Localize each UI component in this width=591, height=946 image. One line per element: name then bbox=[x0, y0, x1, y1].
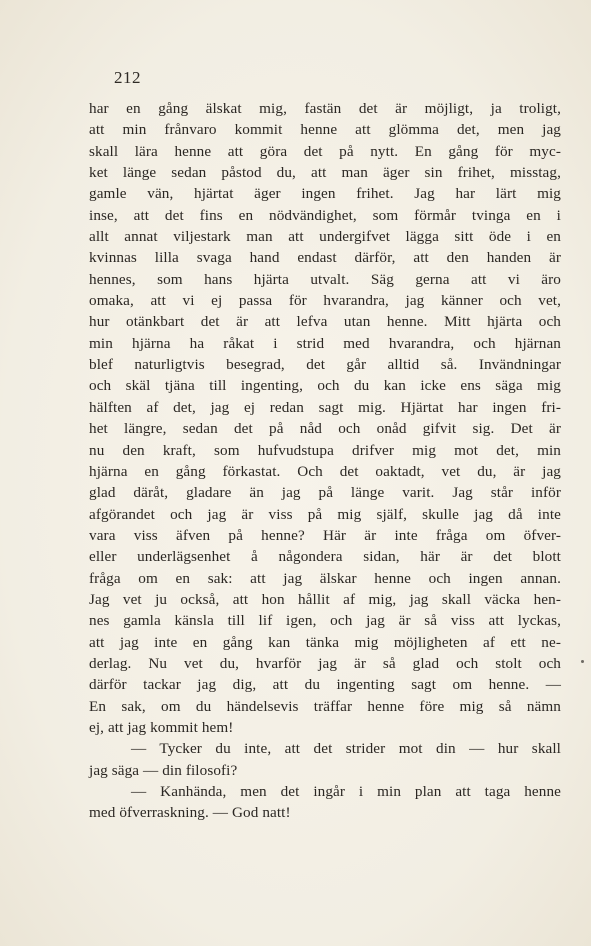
text-line: gamle vän, hjärtat äger ingen frihet. Jag har lärt mig bbox=[89, 185, 561, 203]
text-line: hennes, som hans hjärta utvalt. Säg gerna att vi äro bbox=[89, 270, 561, 288]
text-line: att jag inte en gång kan tänka mig möjligheten af ett ne- bbox=[89, 633, 561, 651]
text-line: — Kanhända, men det ingår i min plan att taga henne bbox=[131, 783, 561, 800]
text-line: skall lära henne att göra det på nytt. En gång för myc- bbox=[89, 142, 561, 160]
text-line: Jag vet ju också, att hon hållit af mig, jag skall väcka hen- bbox=[89, 590, 561, 608]
page-number: 212 bbox=[114, 68, 141, 87]
text-line: eller underlägsenhet å någondera sidan, här är det blott bbox=[89, 548, 561, 566]
text-line: kvinnas lilla svaga hand endast därför, att den handen är bbox=[89, 249, 561, 267]
text-line: hur otänkbart det är att lefva utan henne. Mitt hjärta och bbox=[89, 313, 561, 331]
text-line: nu den kraft, som hufvudstupa drifver mig mot det, min bbox=[89, 441, 561, 459]
text-line: att min frånvaro kommit henne att glömma det, men jag bbox=[89, 121, 561, 139]
text-line: inse, att det fins en nödvändighet, som förmår tvinga en i bbox=[89, 206, 561, 224]
text-line: min hjärna ha råkat i strid med hvarandra, och hjärnan bbox=[89, 334, 561, 352]
text-line: derlag. Nu vet du, hvarför jag är så glad och stolt och bbox=[89, 654, 561, 672]
text-line: har en gång älskat mig, fastän det är möjligt, ja troligt, bbox=[89, 100, 561, 117]
text-line: vara viss äfven på henne? Här är inte fråga om öfver- bbox=[89, 526, 561, 544]
text-line: fråga om en sak: att jag älskar henne och ingen annan. bbox=[89, 569, 561, 587]
paper-speck bbox=[581, 660, 584, 663]
text-line: — Tycker du inte, att det strider mot din — hur skall bbox=[131, 740, 561, 758]
text-line: glad däråt, gladare än jag på länge varit. Jag står inför bbox=[89, 484, 561, 502]
text-line: hälften af det, jag ej redan sagt mig. Hjärtat har ingen fri- bbox=[89, 398, 561, 416]
text-line: ket länge sedan påstod du, att man äger sin frihet, misstag, bbox=[89, 164, 561, 182]
text-line: hjärna en gång förkastat. Och det oaktadt, vet du, är jag bbox=[89, 462, 561, 480]
text-line: blef naturligtvis besegrad, det går alltid så. Invändningar bbox=[89, 356, 561, 374]
text-line: En sak, om du händelsevis träffar henne före mig så nämn bbox=[89, 697, 561, 715]
text-line: jag säga — din filosofi? bbox=[89, 761, 238, 779]
body-text bbox=[89, 98, 561, 824]
text-line: allt annat viljestark man att undergifvet lägga sitt öde i en bbox=[89, 228, 561, 246]
text-line: och skäl tjäna till ingenting, och du kan icke ens säga mig bbox=[89, 377, 561, 395]
text-line: het längre, sedan det på nåd och onåd gifvit sig. Det är bbox=[89, 420, 561, 438]
text-line: därför tackar jag dig, att du ingenting sagt om henne. — bbox=[89, 676, 561, 694]
text-line: med öfverraskning. — God natt! bbox=[89, 804, 291, 822]
text-line: omaka, att vi ej passa för hvarandra, jag känner och vet, bbox=[89, 292, 561, 310]
text-line: afgörandet och jag är viss på mig själf, skulle jag då inte bbox=[89, 505, 561, 523]
text-line: ej, att jag kommit hem! bbox=[89, 718, 234, 736]
text-line: nes gamla känsla till lif igen, och jag är så viss att lyckas, bbox=[89, 612, 561, 630]
